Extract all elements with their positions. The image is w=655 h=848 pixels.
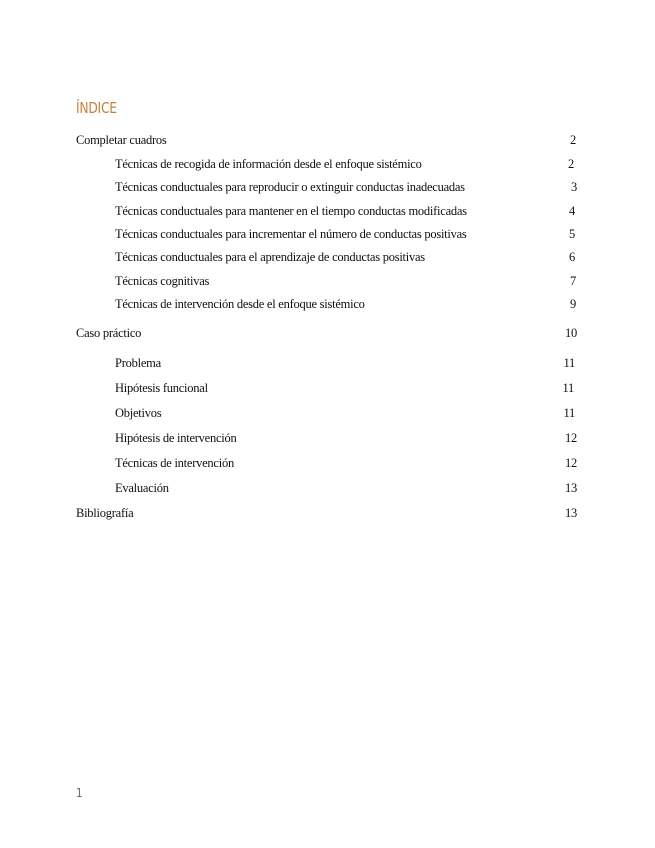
- toc-entry-page: 7: [570, 274, 576, 288]
- toc-entry-page: 4: [569, 204, 575, 218]
- toc-entry-label: Técnicas cognitivas: [115, 274, 210, 288]
- toc-entry-page: 9: [570, 297, 576, 311]
- toc-entry-caso-practico[interactable]: [0, 324, 655, 342]
- toc-entry-page: 2: [570, 133, 576, 147]
- toc-entry-completar-cuadros[interactable]: [0, 131, 655, 149]
- toc-entry-page: 11: [563, 406, 575, 420]
- toc-entry-label: Técnicas de recogida de información desde el enfoque sistémico: [115, 157, 422, 171]
- toc-entry-label: Bibliografía: [76, 506, 134, 520]
- toc-entry-label: Objetivos: [115, 406, 162, 420]
- toc-entry-page: 2: [568, 157, 574, 171]
- toc-entry-reproducir-extinguir[interactable]: [0, 178, 655, 196]
- toc-entry-bibliografia[interactable]: [0, 504, 655, 522]
- toc-entry-recogida-informacion[interactable]: [0, 155, 655, 173]
- toc-entry-label: Problema: [115, 356, 161, 370]
- toc-entry-label: Técnicas conductuales para el aprendizaje de conductas positivas: [115, 250, 425, 264]
- toc-entry-objetivos[interactable]: [0, 404, 655, 422]
- toc-entry-page: 10: [565, 326, 577, 340]
- toc-title: ÍNDICE: [76, 99, 117, 117]
- toc-entry-evaluacion[interactable]: [0, 479, 655, 497]
- toc-entry-label: Hipótesis funcional: [115, 381, 208, 395]
- toc-entry-label: Técnicas de intervención: [115, 456, 234, 470]
- toc-entry-page: 3: [571, 180, 577, 194]
- toc-entry-aprendizaje-conductas[interactable]: [0, 248, 655, 266]
- toc-entry-page: 12: [565, 456, 577, 470]
- toc-entry-problema[interactable]: [0, 354, 655, 372]
- toc-entry-page: 5: [569, 227, 575, 241]
- toc-entry-tecnicas-cognitivas[interactable]: [0, 272, 655, 290]
- toc-entry-page: 11: [562, 381, 574, 395]
- toc-entry-label: Técnicas conductuales para incrementar el número de conductas positivas: [115, 227, 467, 241]
- toc-entry-label: Técnicas de intervención desde el enfoque sistémico: [115, 297, 365, 311]
- toc-entry-label: Hipótesis de intervención: [115, 431, 237, 445]
- toc-entry-page: 12: [565, 431, 577, 445]
- toc-entry-hipotesis-intervencion[interactable]: [0, 429, 655, 447]
- toc-entry-label: Caso práctico: [76, 326, 142, 340]
- page-number: 1: [76, 786, 83, 800]
- toc-entry-mantener-tiempo[interactable]: [0, 202, 655, 220]
- toc-entry-label: Técnicas conductuales para mantener en el tiempo conductas modificadas: [115, 204, 467, 218]
- toc-entry-page: 6: [569, 250, 575, 264]
- toc-entry-page: 13: [565, 481, 577, 495]
- toc-entry-tecnicas-intervencion[interactable]: [0, 454, 655, 472]
- toc-entry-label: Completar cuadros: [76, 133, 167, 147]
- toc-entry-page: 13: [565, 506, 577, 520]
- toc-entry-incrementar-conductas[interactable]: [0, 225, 655, 243]
- toc-entry-label: Técnicas conductuales para reproducir o extinguir conductas inadecuadas: [115, 180, 465, 194]
- toc-entry-page: 11: [563, 356, 575, 370]
- toc-entry-label: Evaluación: [115, 481, 169, 495]
- toc-entry-intervencion-sistemico[interactable]: [0, 295, 655, 313]
- toc-entry-hipotesis-funcional[interactable]: [0, 379, 655, 397]
